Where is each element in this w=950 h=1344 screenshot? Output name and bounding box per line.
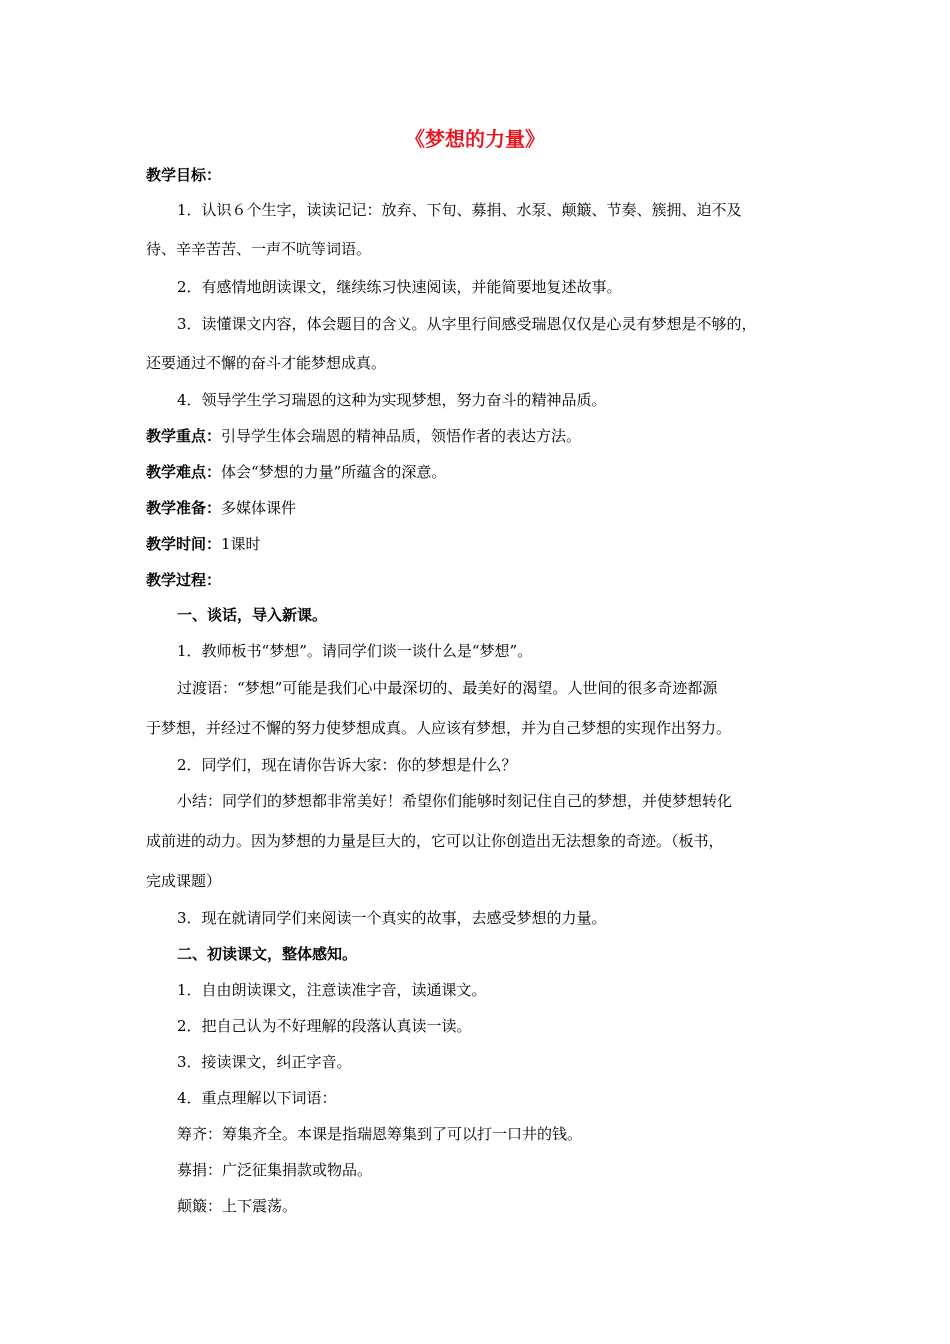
summary-line-1: 小结：同学们的梦想都非常美好！希望你们能够时刻记住自己的梦想，并使梦想转化 <box>177 792 733 810</box>
section-2-step-3: 3．接读课文，纠正字音。 <box>177 1053 352 1071</box>
difficulty-row <box>146 462 446 482</box>
objective-2: 2．有感情地朗读课文，继续练习快速阅读，并能简要地复述故事。 <box>177 278 622 296</box>
transition-line-1: 过渡语：“梦想”可能是我们心中最深切的、最美好的渴望。人世间的很多奇迹都源 <box>177 679 718 697</box>
preparation-row <box>146 498 296 518</box>
objective-1-line-1: 1．认识６个生字，读读记记：放弃、下旬、募捐、水泵、颠簸、节奏、簇拥、迫不及 <box>177 201 742 219</box>
objective-3-line-2: 还要通过不懈的奋斗才能梦想成真。 <box>146 354 387 372</box>
duration-text: 1课时 <box>221 535 261 553</box>
section-2-step-4: 4．重点理解以下词语： <box>177 1089 337 1107</box>
preparation-label: 教学准备： <box>146 499 222 517</box>
duration-label: 教学时间： <box>146 535 222 553</box>
preparation-text: 多媒体课件 <box>221 499 297 517</box>
document-title: 《梦想的力量》 <box>405 127 545 151</box>
section-1-step-1: 1．教师板书“梦想”。请同学们谈一谈什么是“梦想”。 <box>177 642 533 660</box>
key-point-text: 引导学生体会瑞恩的精神品质，领悟作者的表达方法。 <box>221 427 582 445</box>
section-1-step-2: 2．同学们，现在请你告诉大家：你的梦想是什么？ <box>177 756 517 774</box>
section-2-heading: 二、初读课文，整体感知。 <box>177 945 358 963</box>
summary-line-2: 成前进的动力。因为梦想的力量是巨大的，它可以让你创造出无法想象的奇迹。（板书， <box>146 832 724 850</box>
key-point-label: 教学重点： <box>146 427 222 445</box>
objectives-heading: 教学目标： <box>146 166 222 184</box>
transition-line-2: 于梦想，并经过不懈的努力使梦想成真。人应该有梦想，并为自己梦想的实现作出努力。 <box>146 719 732 737</box>
summary-line-3: 完成课题） <box>146 872 222 890</box>
objective-3-line-1: 3．读懂课文内容，体会题目的含义。从字里行间感受瑞恩仅仅是心灵有梦想是不够的， <box>177 315 757 333</box>
section-2-step-1: 1．自由朗读课文，注意读准字音，读通课文。 <box>177 981 487 999</box>
key-point-row <box>146 426 581 446</box>
vocab-item-1: 筹齐：筹集齐全。本课是指瑞恩筹集到了可以打一口井的钱。 <box>177 1125 583 1143</box>
process-heading: 教学过程： <box>146 571 222 589</box>
difficulty-text: 体会“梦想的力量”所蕴含的深意。 <box>221 463 447 481</box>
difficulty-label: 教学难点： <box>146 463 222 481</box>
section-1-step-3: 3．现在就请同学们来阅读一个真实的故事，去感受梦想的力量。 <box>177 909 607 927</box>
section-1-heading: 一、谈话，导入新课。 <box>177 606 328 624</box>
objective-4: 4．领导学生学习瑞恩的这种为实现梦想，努力奋斗的精神品质。 <box>177 391 607 409</box>
vocab-item-3: 颠簸：上下震荡。 <box>177 1197 298 1215</box>
vocab-item-2: 募捐：广泛征集捐款或物品。 <box>177 1161 373 1179</box>
section-2-step-2: 2．把自己认为不好理解的段落认真读一读。 <box>177 1017 472 1035</box>
duration-row <box>146 534 261 554</box>
objective-1-line-2: 待、辛辛苦苦、一声不吭等词语。 <box>146 240 372 258</box>
